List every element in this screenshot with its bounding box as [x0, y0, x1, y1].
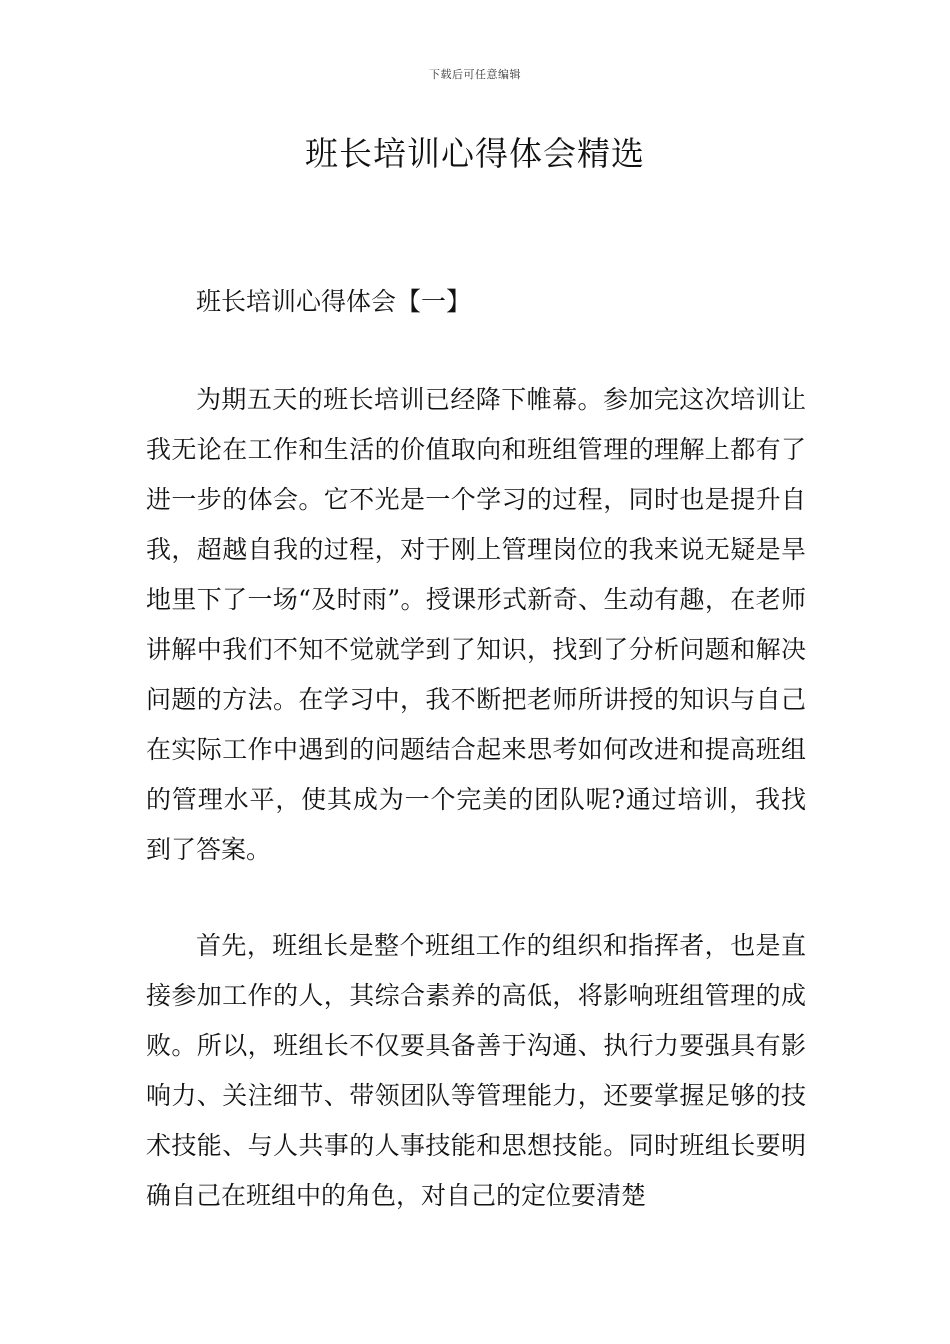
body-paragraph-1: 为期五天的班长培训已经降下帷幕。参加完这次培训让我无论在工作和生活的价值取向和班组管理的理解上都有了进一步的体会。它不光是一个学习的过程，同时也是提升自我，超越自我的过程，对于刚上管理岗位的我来说无疑是旱地里下了一场“及时雨”。授课形式新奇、生动有趣，在老师讲解中我们不知不觉就学到了知识，找到了分析问题和解决问题的方法。在学习中，我不断把老师所讲授的知识与自己在实际工作中遇到的问题结合起来思考如何改进和提高班组的管理水平，使其成为一个完美的团队呢?通过培训，我找到了答案。 [146, 385, 806, 864]
body-paragraph-2: 首先，班组长是整个班组工作的组织和指挥者，也是直接参加工作的人，其综合素养的高低，将影响班组管理的成败。所以，班组长不仅要具备善于沟通、执行力要强具有影响力、关注细节、带领团队等管理能力，还要掌握足够的技术技能、与人共事的人事技能和思想技能。同时班组长要明确自己在班组中的角色，对自己的定位要清楚 [146, 931, 806, 1210]
header-note: 下载后可任意编辑 [429, 68, 521, 81]
section-heading: 班长培训心得体会【一】 [196, 287, 472, 316]
document-title: 班长培训心得体会精选 [305, 134, 645, 173]
